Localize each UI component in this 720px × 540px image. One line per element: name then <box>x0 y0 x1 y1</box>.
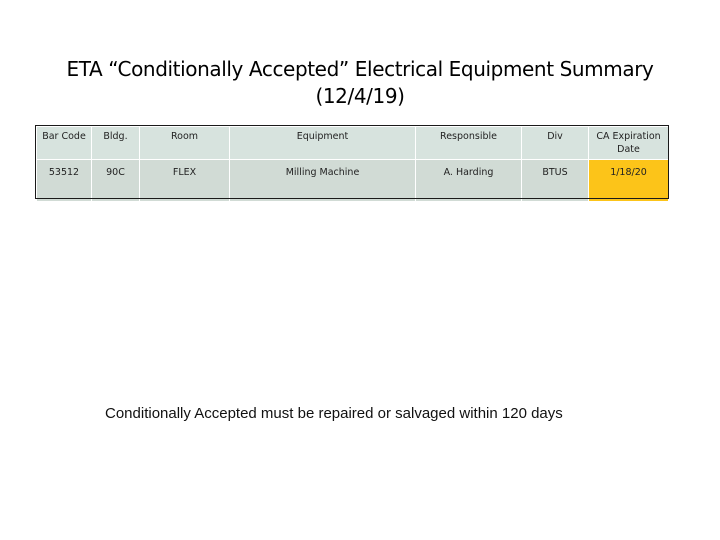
title-date: (12/4/19) <box>315 84 405 108</box>
cell-ca-expiration-date: 1/18/20 <box>589 160 669 202</box>
header-bar-code: Bar Code <box>37 127 92 160</box>
title-line-1: ETA “Conditionally Accepted” Electrical Equipment Summary <box>66 57 654 81</box>
cell-div: BTUS <box>522 160 589 202</box>
header-ca-expiration-date: CA Expiration Date <box>589 127 669 160</box>
header-bldg: Bldg. <box>92 127 140 160</box>
cell-bldg: 90C <box>92 160 140 202</box>
header-equipment: Equipment <box>230 127 416 160</box>
equipment-summary-table <box>36 126 669 202</box>
table-row <box>37 160 669 202</box>
cell-equipment: Milling Machine <box>230 160 416 202</box>
header-responsible: Responsible <box>416 127 522 160</box>
footnote: Conditionally Accepted must be repaired or salvaged within 120 days <box>105 405 563 422</box>
cell-room: FLEX <box>140 160 230 202</box>
cell-bar-code: 53512 <box>37 160 92 202</box>
cell-responsible: A. Harding <box>416 160 522 202</box>
table-header-row <box>37 127 669 160</box>
header-room: Room <box>140 127 230 160</box>
page-title <box>0 56 720 110</box>
header-div: Div <box>522 127 589 160</box>
